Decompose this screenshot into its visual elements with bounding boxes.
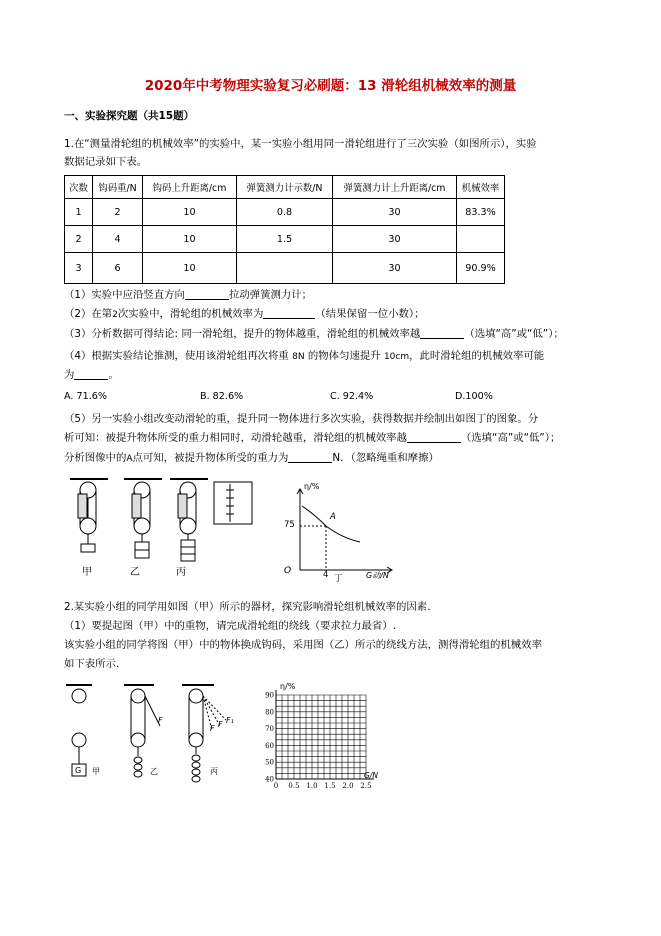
q1-part5-point: A: [126, 454, 133, 464]
x-tick-label: 0: [273, 782, 279, 790]
y-tick-label: 70: [265, 725, 274, 734]
table-cell: 30: [333, 226, 457, 253]
q1-part4-line2: [64, 366, 119, 384]
q1-part2-mid: 次实验中，滑轮组的机械效率为: [117, 308, 264, 320]
graph-fig-label-ding: 丁: [334, 574, 343, 584]
q2-weight-label: G: [75, 766, 82, 775]
y-tick-label: 50: [265, 758, 274, 767]
y-tick-label: 60: [265, 741, 274, 750]
table-row: [65, 199, 505, 226]
q1-pulley-figure: [64, 474, 264, 584]
table-header-cell: 钩码上升距离/cm: [143, 176, 237, 199]
q2-intro: 2.某实验小组的同学用如图（甲）所示的器材，探究影响滑轮组机械效率的因素.: [64, 601, 431, 613]
grid-chart-xlabel: G/N: [364, 771, 378, 780]
table-cell: 6: [93, 253, 143, 284]
x-tick-label: 1.5: [324, 782, 336, 790]
table-cell: 30: [333, 199, 457, 226]
q2-fig-label-jia: 甲: [92, 767, 100, 776]
table-header-cell: 弹簧测力计上升距离/cm: [333, 176, 457, 199]
table-header-cell: 弹簧测力计示数/N: [237, 176, 333, 199]
x-tick-label: 1.0: [306, 782, 318, 790]
x-tick-label: 2.0: [342, 782, 354, 790]
q2-part2-line2: 如下表所示.: [64, 658, 120, 670]
graph-y-tick: 75: [284, 520, 295, 530]
q1-part2-num: 2: [112, 310, 118, 320]
graph-point-a: A: [330, 512, 336, 522]
q1-part3-end: （选填“高”或“低”）；: [464, 328, 564, 340]
q1-fig-label-jia: 甲: [82, 567, 92, 578]
q1-intro-line2: 数据记录如下表。: [64, 156, 148, 168]
q1-part4-height: 10cm: [383, 352, 410, 362]
x-tick-label: 2.5: [360, 782, 372, 790]
q1-part3-text: （3）分析数据可得结论: 同一滑轮组，提升的物体越重，滑轮组的机械效率越: [64, 328, 421, 340]
answer-blank[interactable]: [74, 367, 108, 380]
q2-fig-label-yi: 乙: [150, 767, 158, 776]
answer-blank[interactable]: [420, 326, 464, 339]
q1-part3: [64, 325, 564, 343]
table-cell: [237, 253, 333, 284]
table-header-cell: 机械效率: [457, 176, 505, 199]
q1-data-table: [64, 175, 505, 284]
table-cell: 2: [65, 226, 93, 253]
q1-part2: [64, 305, 425, 324]
page-title: 2020年中考物理实验复习必刷题：13 滑轮组机械效率的测量: [144, 78, 517, 94]
q2-grid-chart: [262, 686, 382, 794]
answer-blank[interactable]: [288, 450, 332, 463]
choice-d[interactable]: D.100%: [455, 391, 493, 402]
q1-part4-line2-end: 。: [108, 369, 119, 381]
q1-part1-end: 拉动弹簧测力计；: [228, 289, 313, 301]
q1-part5-line2-text: 析可知：被提升物体所受的重力相同时，动滑轮越重，滑轮组的机械效率越: [64, 432, 407, 444]
table-cell: 1: [65, 199, 93, 226]
q1-part4-weight: 8N: [292, 352, 305, 362]
table-cell: 90.9%: [457, 253, 505, 284]
table-header-cell: 钩码重/N: [93, 176, 143, 199]
x-tick-label: 0.5: [288, 782, 300, 790]
q1-fig-label-yi: 乙: [130, 567, 140, 578]
table-cell: 4: [93, 226, 143, 253]
graph-xlabel: G动/N: [366, 571, 389, 580]
q1-part4-text: （4）根据实验结论推测，使用该滑轮组再次将重: [64, 350, 289, 362]
q2-force-label: F: [210, 724, 215, 733]
graph-x-tick: 4: [323, 570, 329, 580]
table-row: [65, 253, 505, 284]
q1-part5-line2-end: （选填“高”或“低”）；: [460, 432, 561, 444]
answer-blank[interactable]: [185, 287, 229, 300]
q1-part5-line1: （5）另一实验小组改变动滑轮的重，提升同一物体进行多次实验，获得数据并绘制出如图丁的图象。分: [64, 413, 539, 425]
table-cell: [457, 226, 505, 253]
table-cell: 30: [333, 253, 457, 284]
table-cell: 83.3%: [457, 199, 505, 226]
table-cell: 2: [93, 199, 143, 226]
table-cell: 10: [143, 226, 237, 253]
table-cell: 10: [143, 199, 237, 226]
q1-part4-line2-text: 为: [64, 369, 75, 381]
q2-fig-label-bing: 丙: [210, 767, 218, 776]
y-tick-label: 40: [265, 775, 274, 784]
q1-part5-line2: [64, 429, 560, 447]
q2-part2-line1: 该实验小组的同学将图（甲）中的物体换成钩码，采用图（乙）所示的绕线方法，测得滑轮组的机械效率: [64, 639, 542, 651]
graph-origin: O: [284, 566, 292, 576]
q1-part4-end: ，此时滑轮组的机械效率可能: [409, 350, 545, 362]
q1-part4: [64, 347, 544, 366]
q2-part1: （1）要提起图（甲）中的重物，请完成滑轮组的绕线（要求拉力最省）.: [64, 620, 397, 632]
table-cell: 0.8: [237, 199, 333, 226]
answer-blank[interactable]: [263, 306, 315, 319]
q1-part4-mid: 的物体匀速提升: [307, 350, 381, 362]
table-header-cell: 次数: [65, 176, 93, 199]
q1-part1-text: （1）实验中应沿竖直方向: [64, 289, 185, 301]
y-tick-label: 90: [265, 691, 274, 700]
q2-force-label: F: [158, 716, 163, 725]
table-header-row: [65, 176, 505, 199]
choice-b[interactable]: B. 82.6%: [200, 391, 244, 402]
table-cell: 1.5: [237, 226, 333, 253]
q2-force-label: F: [218, 720, 223, 729]
q1-part2-text: （2）在第: [64, 308, 113, 320]
graph-ylabel: η/%: [304, 482, 320, 491]
q1-part5-line3-mid: 点可知，被提升物体所受的重力为: [132, 452, 289, 464]
y-tick-label: 80: [265, 708, 274, 717]
q1-fig-label-bing: 丙: [176, 567, 186, 578]
q1-part2-end: （结果保留一位小数）；: [315, 308, 425, 320]
q1-part5-line3: [64, 449, 439, 468]
grid-chart-ylabel: η/%: [280, 682, 296, 691]
section-heading: 一、实验探究题（共15题）: [64, 110, 195, 122]
table-row: [65, 226, 505, 253]
choice-c[interactable]: C. 92.4%: [330, 391, 374, 402]
q1-part5-line3-text: 分析图像中的: [64, 452, 127, 464]
q1-part5-line3-end: N．（忽略绳重和摩擦）: [332, 452, 439, 464]
q1-part1: [64, 286, 312, 304]
choice-a[interactable]: A. 71.6%: [64, 391, 107, 402]
q2-force-label: F₁: [226, 716, 234, 725]
answer-blank[interactable]: [407, 430, 461, 443]
table-cell: 10: [143, 253, 237, 284]
q1-intro-line1: 1.在“测量滑轮组的机械效率”的实验中，某一实验小组用同一滑轮组进行了三次实验（如图所示），实验: [64, 138, 537, 150]
table-cell: 3: [65, 253, 93, 284]
